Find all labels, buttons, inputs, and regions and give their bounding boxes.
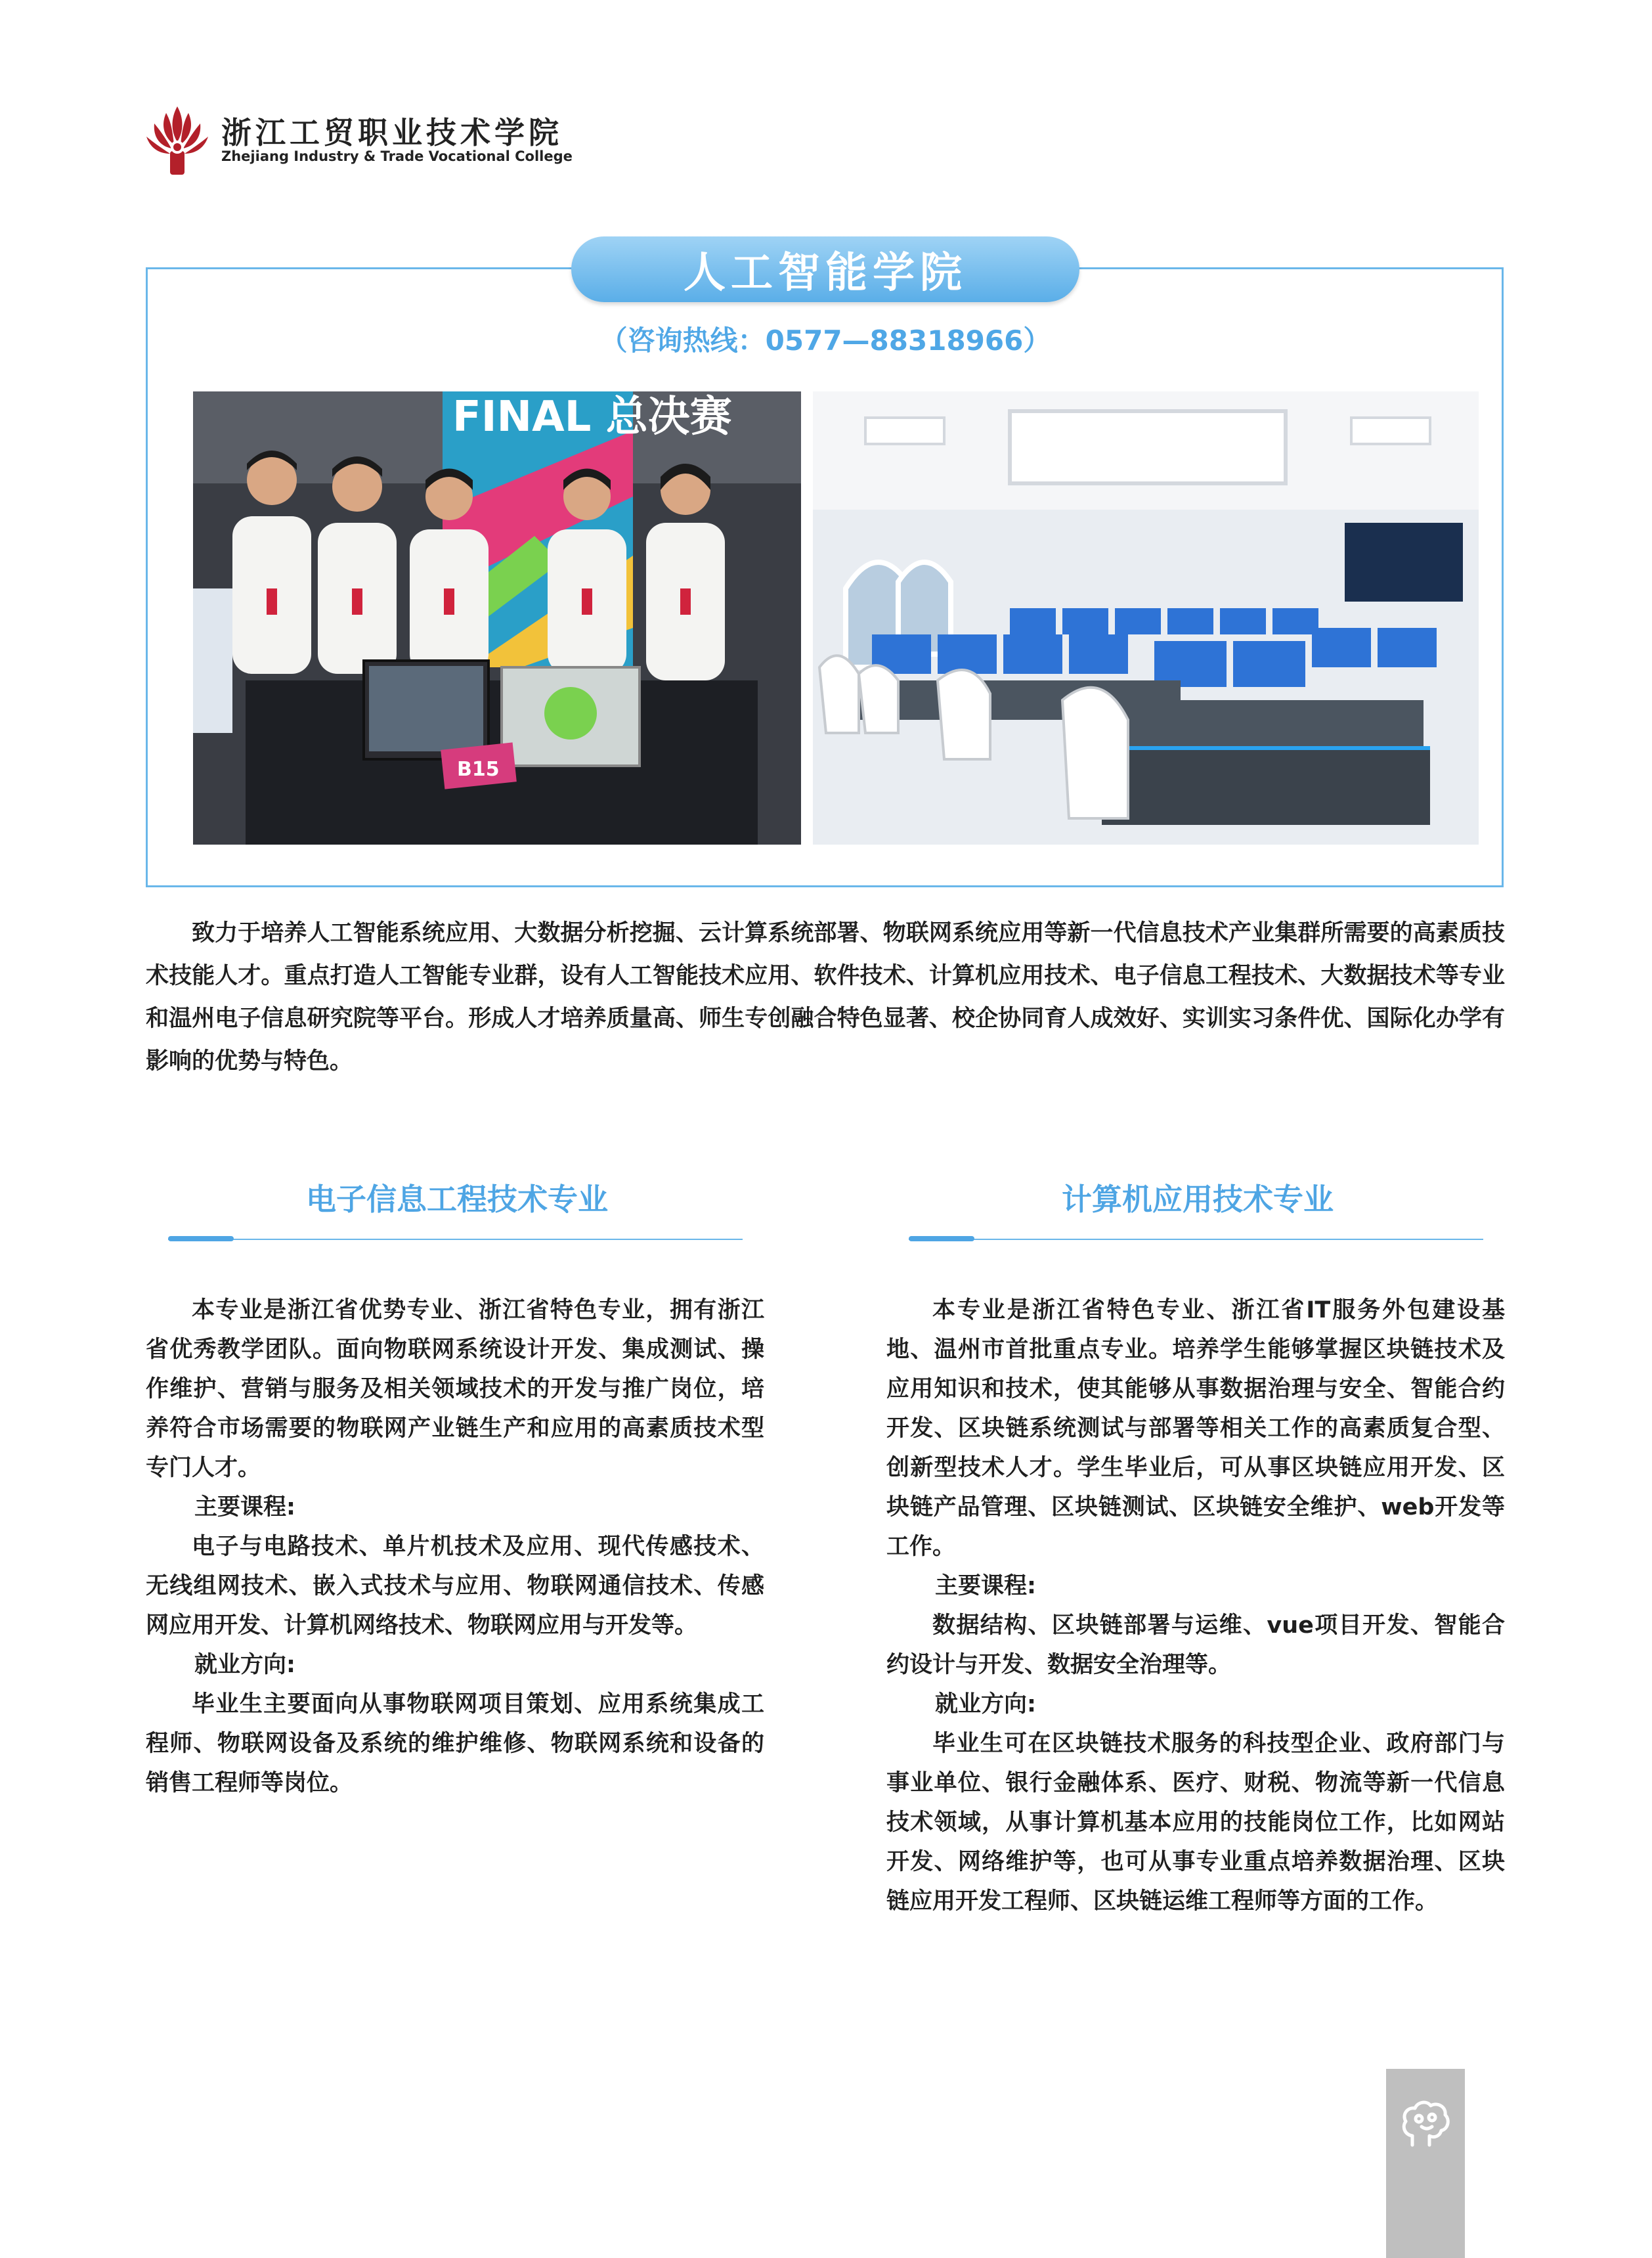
career-text: 毕业生主要面向从事物联网项目策划、应用系统集成工程师、物联网设备及系统的维护维修、物联网系统和设备的销售工程师等岗位。 [146, 1691, 764, 1796]
section-divider-accent [168, 1236, 234, 1241]
section-divider [909, 1239, 1483, 1240]
side-tab [1386, 2069, 1465, 2258]
intro-paragraph: 致力于培养人工智能系统应用、大数据分析挖掘、云计算系统部署、物联网系统应用等新一代信息技术产业集群所需要的高素质技术技能人才。重点打造人工智能专业群，设有人工智能技术应用、软件技术、计算机应用技术、电子信息工程技术、大数据技术等专业和温州电子信息研究院等平台。形成人才培养质量高、师生专创融合特色显著、校企协同育人成效好、实训实习条件优、国际化办学有影响的优势与特色。 [146, 920, 1505, 1074]
major-computer-body [886, 1291, 1505, 1921]
section-divider [168, 1239, 743, 1240]
photo-students-competition [193, 391, 801, 845]
career-label: 就业方向: [194, 1652, 295, 1678]
brain-icon [1398, 2095, 1453, 2150]
photo-badge-text: B15 [457, 758, 500, 781]
major-description: 本专业是浙江省优势专业、浙江省特色专业，拥有浙江省优秀教学团队。面向物联网系统设计开发、集成测试、操作维护、营销与服务及相关领域技术的开发与推广岗位，培养符合市场需要的物联网产业链生产和应用的高素质技术型专门人才。 [146, 1297, 764, 1481]
courses-label: 主要课程: [935, 1573, 1036, 1599]
major-title-electronics: 电子信息工程技术专业 [306, 1182, 608, 1217]
hotline-text: （咨询热线：0577—88318966） [599, 324, 1051, 357]
career-text: 毕业生可在区块链技术服务的科技型企业、政府部门与事业单位、银行金融体系、医疗、财税、物流等新一代信息技术领域，从事计算机基本应用的技能岗位工作，比如网站开发、网络维护等，也可从事专业重点培养数据治理、区块链应用开发工程师、区块链运维工程师等方面的工作。 [886, 1731, 1505, 1915]
college-logo [141, 99, 573, 184]
courses-label: 主要课程: [194, 1494, 295, 1520]
logo-english-name: Zhejiang Industry & Trade Vocational College [221, 148, 573, 164]
major-description: 本专业是浙江省特色专业、浙江省IT服务外包建设基地、温州市首批重点专业。培养学生能够掌握区块链技术及应用知识和技术，使其能够从事数据治理与安全、智能合约开发、区块链系统测试与部署等相关工作的高素质复合型、创新型技术人才。学生毕业后，可从事区块链应用开发、区块链产品管理、区块链测试、区块链安全维护、web开发等工作。 [886, 1297, 1505, 1560]
college-emblem-icon [141, 99, 213, 177]
photo-banner-text: FINAL 总决赛 [452, 393, 732, 441]
major-title-computer: 计算机应用技术专业 [1062, 1182, 1334, 1217]
major-electronics-body [146, 1291, 764, 1803]
career-label: 就业方向: [935, 1691, 1036, 1717]
photo-computer-lab [813, 391, 1479, 845]
logo-chinese-name: 浙江工贸职业技术学院 [221, 115, 563, 150]
courses-text: 电子与电路技术、单片机技术及应用、现代传感技术、无线组网技术、嵌入式技术与应用、物联网通信技术、传感网应用开发、计算机网络技术、物联网应用与开发等。 [146, 1534, 764, 1639]
section-divider-accent [909, 1236, 974, 1241]
courses-text: 数据结构、区块链部署与运维、vue项目开发、智能合约设计与开发、数据安全治理等。 [886, 1612, 1505, 1678]
page-title: 人工智能学院 [571, 236, 1079, 302]
